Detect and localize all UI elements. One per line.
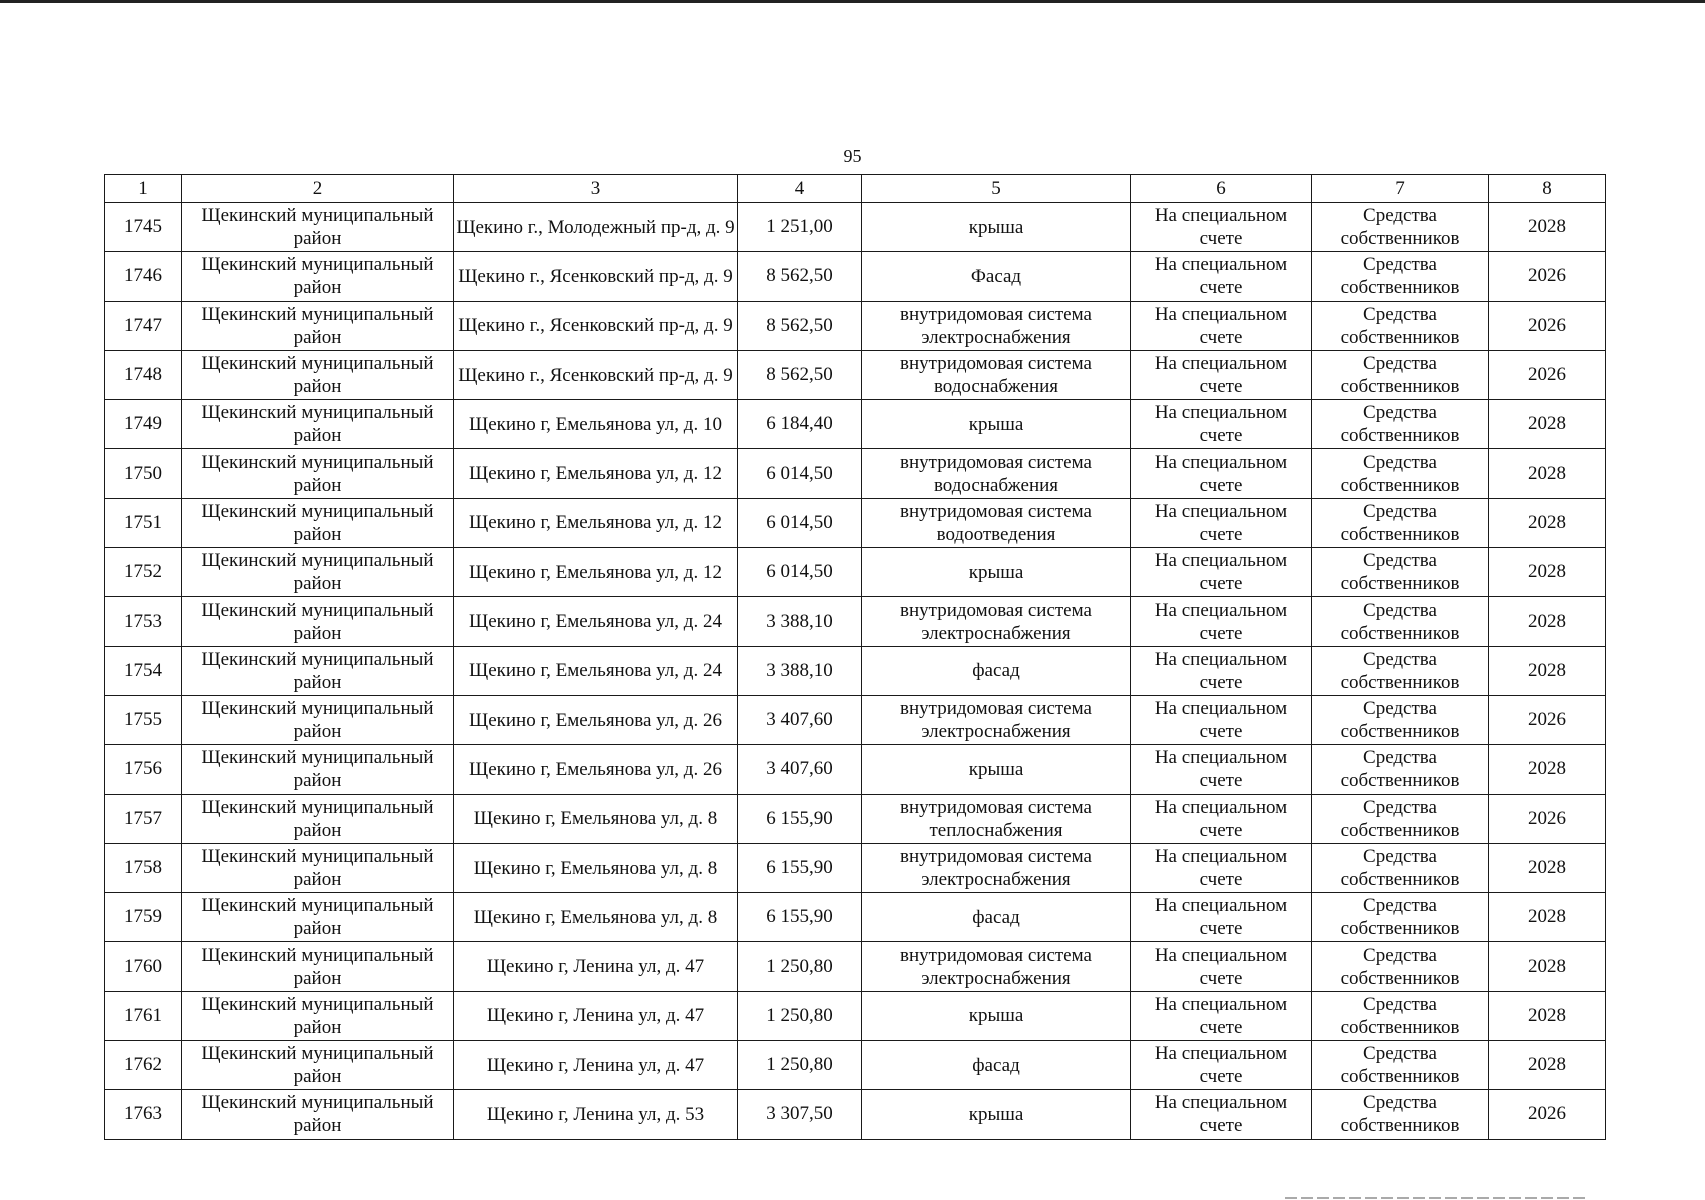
area-cell: 1 250,80 [738,942,862,991]
table-row [105,745,1606,794]
work-type-cell: фасад [862,646,1131,695]
funding-cell: Средства собственников [1312,843,1489,892]
funding-cell: Средства собственников [1312,252,1489,301]
table-row [105,252,1606,301]
funding-cell: Средства собственников [1312,1041,1489,1090]
address-cell: Щекино г, Емельянова ул, д. 24 [454,597,738,646]
work-type-cell: крыша [862,548,1131,597]
funding-cell: Средства собственников [1312,301,1489,350]
district-cell: Щекинский муниципальный район [182,252,454,301]
area-cell: 8 562,50 [738,252,862,301]
address-cell: Щекино г., Ясенковский пр-д, д. 9 [454,252,738,301]
account-cell: На специальном счете [1131,548,1312,597]
district-cell: Щекинский муниципальный район [182,1090,454,1139]
area-cell: 6 184,40 [738,400,862,449]
year-cell: 2028 [1489,745,1606,794]
address-cell: Щекино г, Емельянова ул, д. 8 [454,843,738,892]
account-cell: На специальном счете [1131,252,1312,301]
district-cell: Щекинский муниципальный район [182,597,454,646]
work-type-cell: крыша [862,991,1131,1040]
row-number: 1754 [105,646,182,695]
table-row [105,449,1606,498]
year-cell: 2028 [1489,646,1606,695]
year-cell: 2028 [1489,843,1606,892]
year-cell: 2026 [1489,301,1606,350]
row-number: 1749 [105,400,182,449]
funding-cell: Средства собственников [1312,745,1489,794]
district-cell: Щекинский муниципальный район [182,449,454,498]
year-cell: 2028 [1489,400,1606,449]
address-cell: Щекино г, Емельянова ул, д. 10 [454,400,738,449]
table-row [105,301,1606,350]
area-cell: 8 562,50 [738,301,862,350]
account-cell: На специальном счете [1131,991,1312,1040]
area-cell: 3 307,50 [738,1090,862,1139]
row-number: 1752 [105,548,182,597]
address-cell: Щекино г, Ленина ул, д. 47 [454,942,738,991]
column-header: 3 [454,175,738,203]
row-number: 1757 [105,794,182,843]
district-cell: Щекинский муниципальный район [182,942,454,991]
table-row [105,646,1606,695]
account-cell: На специальном счете [1131,794,1312,843]
account-cell: На специальном счете [1131,301,1312,350]
address-cell: Щекино г., Ясенковский пр-д, д. 9 [454,301,738,350]
work-type-cell: Фасад [862,252,1131,301]
work-type-cell: фасад [862,893,1131,942]
year-cell: 2026 [1489,1090,1606,1139]
row-number: 1755 [105,695,182,744]
work-type-cell: внутридомовая система теплоснабжения [862,794,1131,843]
account-cell: На специальном счете [1131,498,1312,547]
year-cell: 2028 [1489,498,1606,547]
area-cell: 6 155,90 [738,893,862,942]
row-number: 1751 [105,498,182,547]
funding-cell: Средства собственников [1312,1090,1489,1139]
row-number: 1748 [105,350,182,399]
district-cell: Щекинский муниципальный район [182,498,454,547]
row-number: 1762 [105,1041,182,1090]
work-type-cell: крыша [862,1090,1131,1139]
funding-cell: Средства собственников [1312,597,1489,646]
work-type-cell: крыша [862,400,1131,449]
column-header: 2 [182,175,454,203]
district-cell: Щекинский муниципальный район [182,893,454,942]
funding-cell: Средства собственников [1312,350,1489,399]
row-number: 1761 [105,991,182,1040]
address-cell: Щекино г, Емельянова ул, д. 12 [454,498,738,547]
table-body [105,203,1606,1140]
year-cell: 2028 [1489,942,1606,991]
table-row [105,1090,1606,1139]
account-cell: На специальном счете [1131,350,1312,399]
row-number: 1750 [105,449,182,498]
row-number: 1746 [105,252,182,301]
district-cell: Щекинский муниципальный район [182,1041,454,1090]
address-cell: Щекино г, Емельянова ул, д. 8 [454,794,738,843]
row-number: 1763 [105,1090,182,1139]
registry-table [104,174,1606,1140]
area-cell: 1 250,80 [738,1041,862,1090]
work-type-cell: внутридомовая система электроснабжения [862,942,1131,991]
account-cell: На специальном счете [1131,942,1312,991]
table-row [105,843,1606,892]
district-cell: Щекинский муниципальный район [182,400,454,449]
area-cell: 3 388,10 [738,597,862,646]
year-cell: 2028 [1489,548,1606,597]
funding-cell: Средства собственников [1312,646,1489,695]
work-type-cell: внутридомовая система электроснабжения [862,597,1131,646]
table-row [105,203,1606,252]
table-row [105,597,1606,646]
table-row [105,991,1606,1040]
funding-cell: Средства собственников [1312,498,1489,547]
account-cell: На специальном счете [1131,893,1312,942]
address-cell: Щекино г, Емельянова ул, д. 12 [454,449,738,498]
column-header: 7 [1312,175,1489,203]
year-cell: 2026 [1489,350,1606,399]
address-cell: Щекино г, Ленина ул, д. 47 [454,1041,738,1090]
address-cell: Щекино г, Ленина ул, д. 53 [454,1090,738,1139]
year-cell: 2028 [1489,449,1606,498]
row-number: 1747 [105,301,182,350]
address-cell: Щекино г, Емельянова ул, д. 24 [454,646,738,695]
area-cell: 3 407,60 [738,695,862,744]
account-cell: На специальном счете [1131,745,1312,794]
row-number: 1759 [105,893,182,942]
area-cell: 1 250,80 [738,991,862,1040]
table-header [105,175,1606,203]
work-type-cell: крыша [862,203,1131,252]
year-cell: 2026 [1489,695,1606,744]
district-cell: Щекинский муниципальный район [182,646,454,695]
district-cell: Щекинский муниципальный район [182,794,454,843]
funding-cell: Средства собственников [1312,794,1489,843]
table-row [105,400,1606,449]
area-cell: 8 562,50 [738,350,862,399]
funding-cell: Средства собственников [1312,203,1489,252]
funding-cell: Средства собственников [1312,449,1489,498]
work-type-cell: крыша [862,745,1131,794]
account-cell: На специальном счете [1131,843,1312,892]
account-cell: На специальном счете [1131,1090,1312,1139]
work-type-cell: внутридомовая система водоснабжения [862,449,1131,498]
year-cell: 2028 [1489,1041,1606,1090]
funding-cell: Средства собственников [1312,991,1489,1040]
area-cell: 3 407,60 [738,745,862,794]
funding-cell: Средства собственников [1312,695,1489,744]
year-cell: 2028 [1489,991,1606,1040]
address-cell: Щекино г, Емельянова ул, д. 8 [454,893,738,942]
account-cell: На специальном счете [1131,449,1312,498]
table-row [105,498,1606,547]
account-cell: На специальном счете [1131,1041,1312,1090]
year-cell: 2026 [1489,794,1606,843]
district-cell: Щекинский муниципальный район [182,991,454,1040]
row-number: 1758 [105,843,182,892]
funding-cell: Средства собственников [1312,548,1489,597]
year-cell: 2026 [1489,252,1606,301]
work-type-cell: внутридомовая система водоотведения [862,498,1131,547]
column-header: 8 [1489,175,1606,203]
header-row [105,175,1606,203]
district-cell: Щекинский муниципальный район [182,350,454,399]
work-type-cell: внутридомовая система электроснабжения [862,843,1131,892]
address-cell: Щекино г, Ленина ул, д. 47 [454,991,738,1040]
year-cell: 2028 [1489,893,1606,942]
area-cell: 1 251,00 [738,203,862,252]
work-type-cell: внутридомовая система электроснабжения [862,695,1131,744]
area-cell: 6 014,50 [738,548,862,597]
row-number: 1745 [105,203,182,252]
year-cell: 2028 [1489,597,1606,646]
table-row [105,1041,1606,1090]
account-cell: На специальном счете [1131,203,1312,252]
table-row [105,893,1606,942]
district-cell: Щекинский муниципальный район [182,301,454,350]
address-cell: Щекино г, Емельянова ул, д. 26 [454,695,738,744]
funding-cell: Средства собственников [1312,942,1489,991]
year-cell: 2028 [1489,203,1606,252]
district-cell: Щекинский муниципальный район [182,843,454,892]
scan-artifact [1285,1197,1585,1199]
table-row [105,942,1606,991]
funding-cell: Средства собственников [1312,893,1489,942]
address-cell: Щекино г, Емельянова ул, д. 26 [454,745,738,794]
funding-cell: Средства собственников [1312,400,1489,449]
column-header: 4 [738,175,862,203]
area-cell: 6 014,50 [738,449,862,498]
address-cell: Щекино г., Молодежный пр-д, д. 9 [454,203,738,252]
district-cell: Щекинский муниципальный район [182,745,454,794]
row-number: 1760 [105,942,182,991]
column-header: 1 [105,175,182,203]
area-cell: 3 388,10 [738,646,862,695]
work-type-cell: фасад [862,1041,1131,1090]
address-cell: Щекино г., Ясенковский пр-д, д. 9 [454,350,738,399]
account-cell: На специальном счете [1131,400,1312,449]
scan-border-top [0,0,1705,3]
district-cell: Щекинский муниципальный район [182,203,454,252]
table-row [105,350,1606,399]
district-cell: Щекинский муниципальный район [182,695,454,744]
address-cell: Щекино г, Емельянова ул, д. 12 [454,548,738,597]
account-cell: На специальном счете [1131,646,1312,695]
area-cell: 6 014,50 [738,498,862,547]
table-row [105,548,1606,597]
column-header: 6 [1131,175,1312,203]
account-cell: На специальном счете [1131,695,1312,744]
row-number: 1753 [105,597,182,646]
table-row [105,695,1606,744]
district-cell: Щекинский муниципальный район [182,548,454,597]
area-cell: 6 155,90 [738,843,862,892]
row-number: 1756 [105,745,182,794]
account-cell: На специальном счете [1131,597,1312,646]
area-cell: 6 155,90 [738,794,862,843]
work-type-cell: внутридомовая система водоснабжения [862,350,1131,399]
work-type-cell: внутридомовая система электроснабжения [862,301,1131,350]
page-number: 95 [843,146,862,166]
table-row [105,794,1606,843]
column-header: 5 [862,175,1131,203]
